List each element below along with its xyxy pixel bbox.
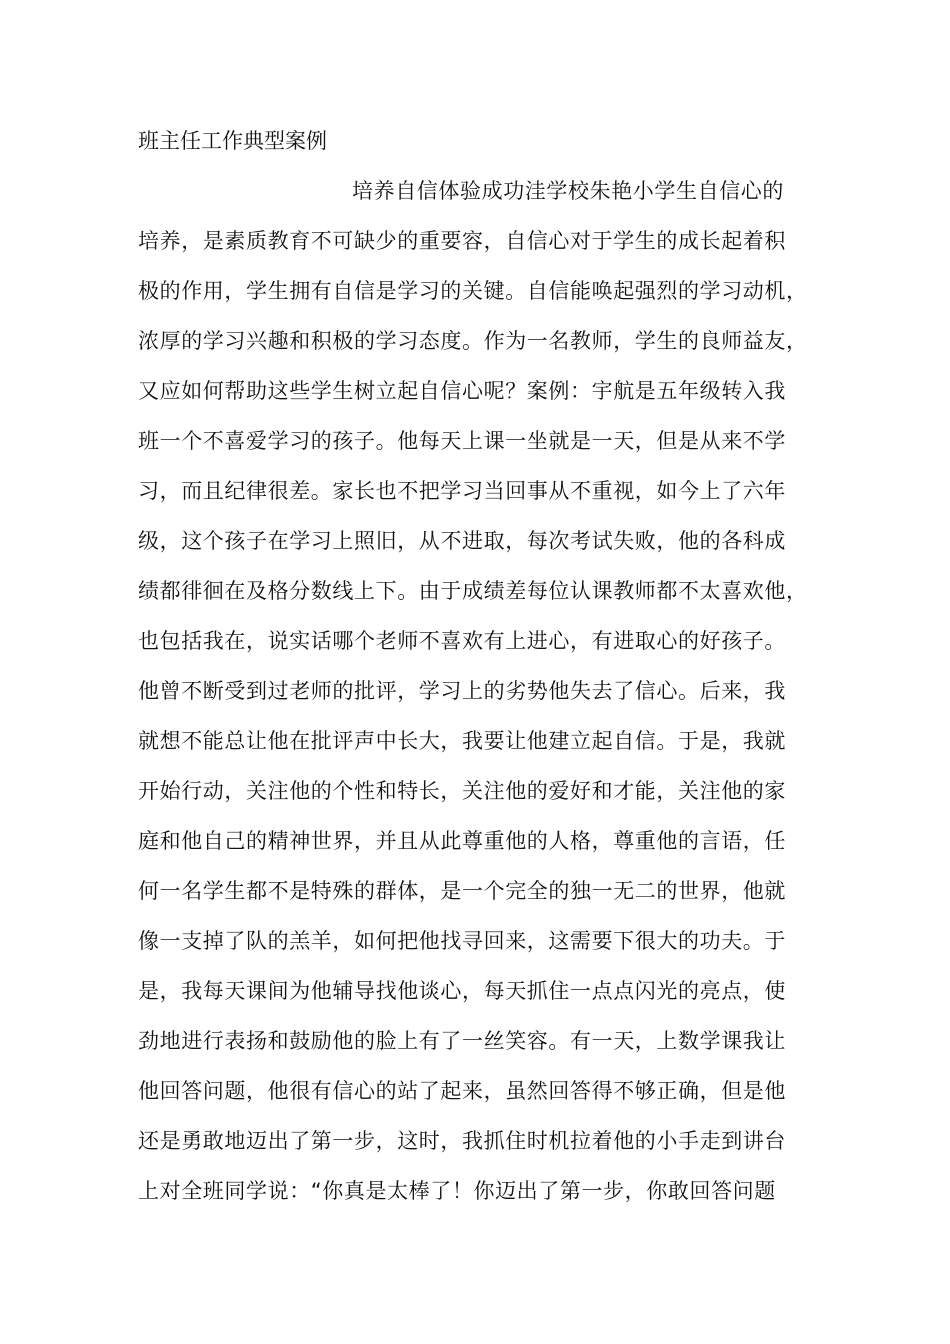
body-line-21: 上对全班同学说：“你真是太棒了！你迈出了第一步，你敢回答问题 [138, 1179, 776, 1203]
body-line-20: 还是勇敢地迈出了第一步，这时，我抓住时机拉着他的小手走到讲台 [138, 1129, 786, 1153]
body-line-6: 班一个不喜爱学习的孩子。他每天上课一坐就是一天，但是从来不学 [138, 429, 786, 453]
body-line-18: 劲地进行表扬和鼓励他的脸上有了一丝笑容。有一天，上数学课我让 [138, 1029, 786, 1053]
body-line-11: 他曾不断受到过老师的批评，学习上的劣势他失去了信心。后来，我 [138, 679, 786, 703]
body-line-19: 他回答问题，他很有信心的站了起来，虽然回答得不够正确，但是他 [138, 1079, 786, 1103]
body-line-7: 习，而且纪律很差。家长也不把学习当回事从不重视，如今上了六年 [138, 479, 786, 503]
body-line-9: 绩都徘徊在及格分数线上下。由于成绩差每位认课教师都不太喜欢他， [138, 579, 808, 603]
body-line-12: 就想不能总让他在批评声中长大，我要让他建立起自信。于是，我就 [138, 729, 786, 753]
document-title: 班主任工作典型案例 [138, 129, 327, 153]
body-line-13: 开始行动，关注他的个性和特长，关注他的爱好和才能，关注他的家 [138, 779, 786, 803]
body-line-14: 庭和他自己的精神世界，并且从此尊重他的人格，尊重他的言语，任 [138, 829, 786, 853]
body-line-15: 何一名学生都不是特殊的群体，是一个完全的独一无二的世界，他就 [138, 879, 786, 903]
body-line-4: 浓厚的学习兴趣和积极的学习态度。作为一名教师，学生的良师益友， [138, 329, 808, 353]
body-line-1: 培养自信体验成功洼学校朱艳小学生自信心的 [352, 179, 784, 203]
body-line-3: 极的作用，学生拥有自信是学习的关键。自信能唤起强烈的学习动机， [138, 279, 808, 303]
body-line-8: 级，这个孩子在学习上照旧，从不进取，每次考试失败，他的各科成 [138, 529, 786, 553]
body-line-10: 也包括我在，说实话哪个老师不喜欢有上进心，有进取心的好孩子。 [138, 629, 786, 653]
body-line-2: 培养，是素质教育不可缺少的重要容，自信心对于学生的成长起着积 [138, 229, 786, 253]
body-line-5: 又应如何帮助这些学生树立起自信心呢？案例：宇航是五年级转入我 [138, 379, 786, 403]
body-line-17: 是，我每天课间为他辅导找他谈心，每天抓住一点点闪光的亮点，使 [138, 979, 786, 1003]
body-line-16: 像一支掉了队的羔羊，如何把他找寻回来，这需要下很大的功夫。于 [138, 929, 786, 953]
